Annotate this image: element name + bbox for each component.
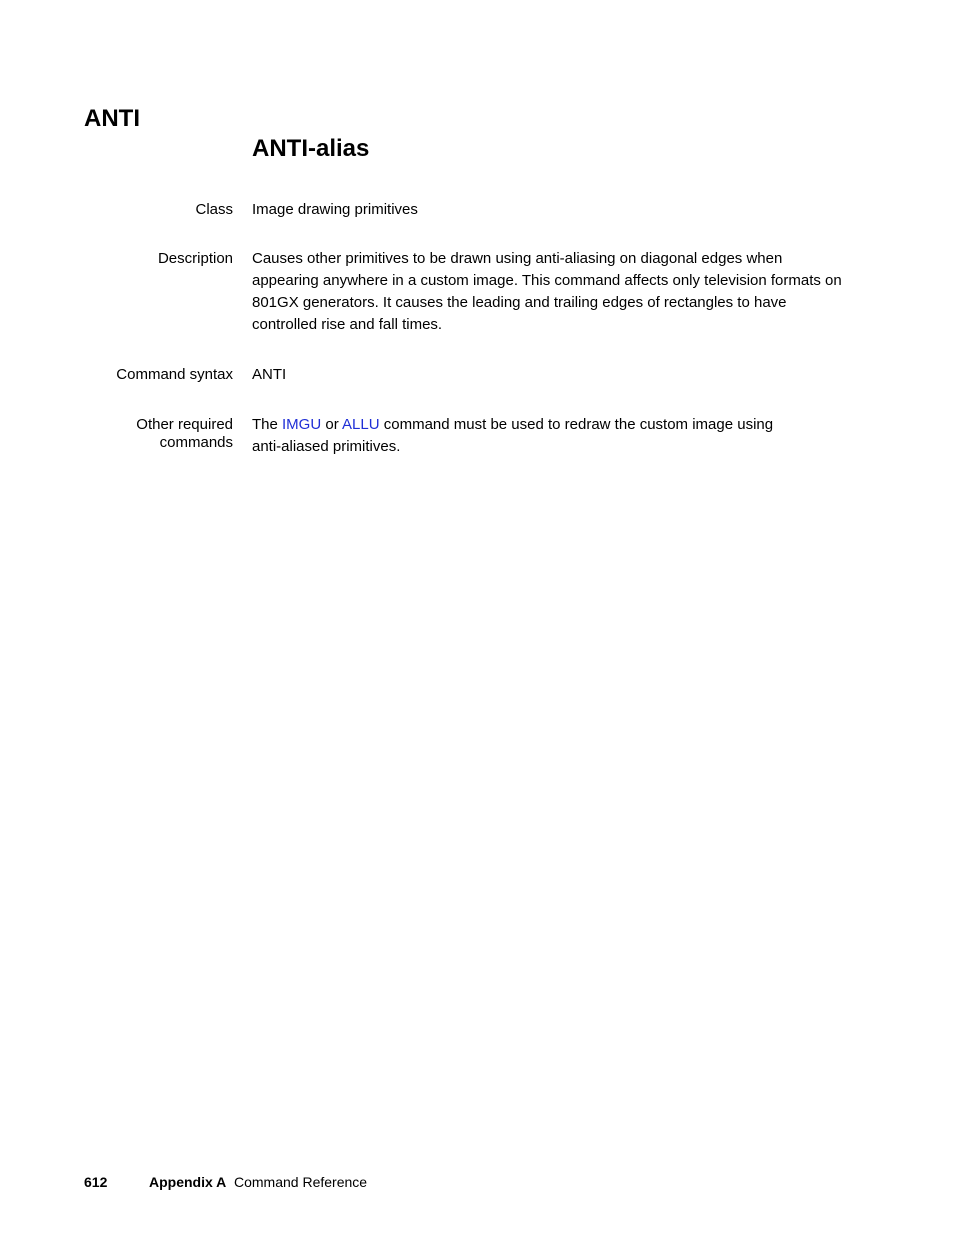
other-commands-line [252,414,872,436]
description-line: controlled rise and fall times. [252,316,443,333]
other-commands-label-line: commands [159,434,233,451]
appendix-label: Appendix A [149,1174,227,1190]
description-text [252,248,872,336]
other-commands-line: anti-aliased primitives. [252,438,401,455]
section-label: Command Reference [234,1174,368,1190]
syntax-value: ANTI [252,366,287,383]
other-text-middle: or [321,416,343,433]
description-label: Description [157,250,233,267]
syntax-label: Command syntax [116,366,233,383]
description-line: 801GX generators. It causes the leading and trailing edges of rectangles to have [252,294,787,311]
other-commands-text [252,414,872,458]
page-number: 612 [84,1174,108,1190]
description-line: appearing anywhere in a custom image. This command affects only television formats on [252,272,842,289]
other-commands-label [73,416,233,452]
other-commands-label-line: Other required [136,416,233,433]
class-label: Class [195,201,233,218]
allu-link[interactable]: ALLU [342,416,380,433]
command-title: ANTI-alias [252,135,370,162]
command-name: ANTI [84,105,140,132]
other-text-before: The [252,416,283,433]
class-value: Image drawing primitives [252,201,418,218]
imgu-link[interactable]: IMGU [282,416,322,433]
other-text-after: command must be used to redraw the custom image using [379,416,774,433]
description-line: Causes other primitives to be drawn using anti-aliasing on diagonal edges when [252,250,783,267]
